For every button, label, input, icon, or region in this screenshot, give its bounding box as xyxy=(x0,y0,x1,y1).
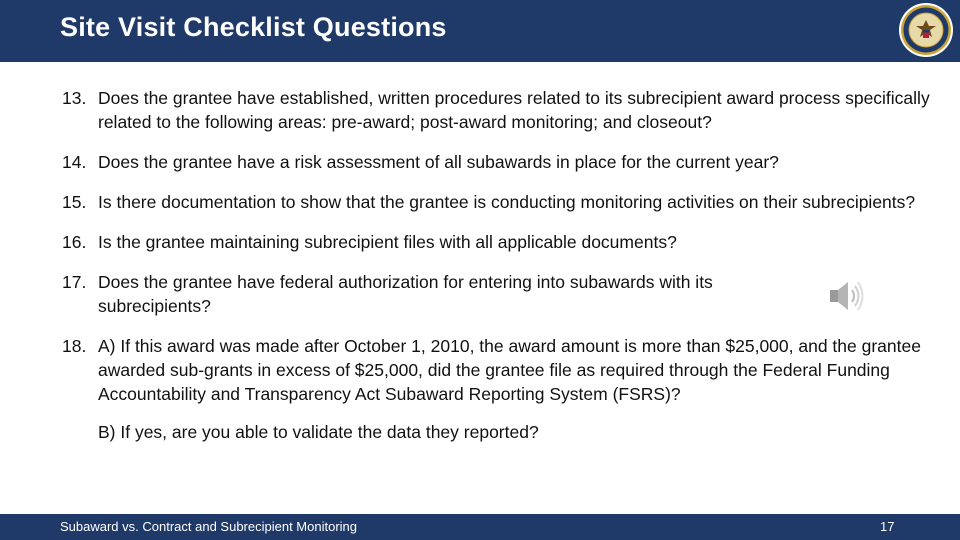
question-13 xyxy=(62,86,942,134)
footer-text: Subaward vs. Contract and Subrecipient Monitoring xyxy=(60,519,357,534)
question-number: 14. xyxy=(62,152,87,172)
page-title: Site Visit Checklist Questions xyxy=(60,12,447,42)
header-bar xyxy=(0,0,960,62)
question-15 xyxy=(62,190,942,214)
speaker-icon[interactable] xyxy=(826,276,868,316)
question-number: 13. xyxy=(62,88,87,108)
doj-seal-icon xyxy=(898,2,954,58)
question-18 xyxy=(62,334,942,406)
question-18-part-b: B) If yes, are you able to validate the data they reported? xyxy=(98,422,539,442)
question-text: Does the grantee have established, written procedures related to its subrecipient award process specifically related to the following areas: pre-award; post-award monitoring; and closeout? xyxy=(98,88,930,132)
footer-bar xyxy=(0,514,960,540)
question-16 xyxy=(62,230,942,254)
page-number: 17 xyxy=(880,519,895,534)
question-number: 18. xyxy=(62,336,87,356)
question-17 xyxy=(62,270,942,318)
question-list xyxy=(62,86,942,444)
question-text: Is the grantee maintaining subrecipient files with all applicable documents? xyxy=(98,232,677,252)
question-number: 15. xyxy=(62,192,87,212)
question-number: 17. xyxy=(62,272,87,292)
question-text: Does the grantee have federal authorization for entering into subawards with its subrecipients? xyxy=(98,272,713,316)
question-text: A) If this award was made after October 1, 2010, the award amount is more than $25,000, and the grantee awarded sub-grants in excess of $25,000, did the grantee file as required through the Federal Funding Accountability and Transparency Act Subaward Reporting System (FSRS)? xyxy=(98,336,921,404)
question-number: 16. xyxy=(62,232,87,252)
question-14 xyxy=(62,150,942,174)
question-text: Is there documentation to show that the grantee is conducting monitoring activities on their subrecipients? xyxy=(98,192,916,212)
question-text: Does the grantee have a risk assessment of all subawards in place for the current year? xyxy=(98,152,779,172)
